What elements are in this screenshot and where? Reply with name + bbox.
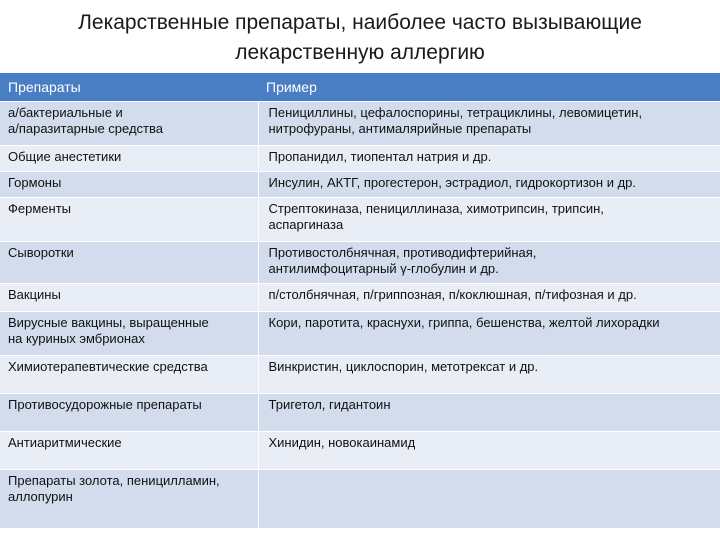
table-row (0, 198, 720, 242)
table-row (0, 356, 720, 394)
example-line: Противостолбнячная, противодифтерийная, (268, 245, 537, 260)
table-row (0, 172, 720, 198)
table-row (0, 312, 720, 356)
example-cell (258, 242, 720, 284)
drug-cell (0, 312, 258, 356)
drug-cell (0, 394, 258, 432)
drug-line: Химиотерапевтические средства (8, 359, 208, 374)
drug-line: на куриных эмбрионах (8, 331, 145, 346)
example-cell (258, 146, 720, 172)
example-line: Хинидин, новокаинамид (268, 435, 416, 450)
drug-line: Вакцины (8, 287, 61, 302)
table-row (0, 432, 720, 470)
table-row (0, 394, 720, 432)
example-cell (258, 470, 720, 528)
drug-cell (0, 432, 258, 470)
table-row (0, 284, 720, 312)
example-cell (258, 102, 720, 146)
drug-cell (0, 470, 258, 528)
example-cell (258, 312, 720, 356)
drug-cell (0, 172, 258, 198)
example-cell (258, 356, 720, 394)
page-title (0, 8, 720, 68)
table-row (0, 242, 720, 284)
drug-line: Вирусные вакцины, выращенные (8, 315, 209, 330)
example-line: антилимфоцитарный γ-глобулин и др. (268, 261, 499, 276)
title-line-1: Лекарственные препараты, наиболее часто вызывающие (78, 11, 642, 34)
drug-line: а/бактериальные и (8, 105, 123, 120)
drug-line: Противосудорожные препараты (8, 397, 202, 412)
table-row (0, 470, 720, 528)
drug-line: Ферменты (8, 201, 71, 216)
drug-line: Антиаритмические (8, 435, 122, 450)
example-line: Винкристин, циклоспорин, метотрексат и др. (268, 359, 539, 374)
example-line: нитрофураны, антималярийные препараты (268, 121, 532, 136)
example-line: Инсулин, АКТГ, прогестерон, эстрадиол, гидрокортизон и др. (268, 175, 636, 190)
example-line: Стрептокиназа, пенициллиназа, химотрипсин, трипсин, (268, 201, 604, 216)
table-row (0, 146, 720, 172)
example-cell (258, 394, 720, 432)
example-line: аспаргиназа (268, 217, 344, 232)
header-example: Пример (258, 73, 720, 102)
drug-line: аллопурин (8, 489, 73, 504)
drug-line: а/паразитарные средства (8, 121, 163, 136)
drug-cell (0, 356, 258, 394)
example-line: п/столбнячная, п/гриппозная, п/коклюшная, п/тифозная и др. (268, 287, 637, 302)
example-cell (258, 432, 720, 470)
drug-cell (0, 102, 258, 146)
example-line: Кори, паротита, краснухи, гриппа, бешенства, желтой лихорадки (268, 315, 660, 330)
example-cell (258, 284, 720, 312)
drug-allergy-table (0, 73, 720, 528)
example-line: Пенициллины, цефалоспорины, тетрациклины, левомицетин, (268, 105, 643, 120)
drug-line: Общие анестетики (8, 149, 122, 164)
example-cell (258, 172, 720, 198)
header-drugs: Препараты (0, 73, 258, 102)
drug-cell (0, 146, 258, 172)
drug-cell (0, 284, 258, 312)
example-line: Пропанидил, тиопентал натрия и др. (268, 149, 492, 164)
title-line-2: лекарственную аллергию (235, 41, 485, 64)
example-line: Тригетол, гидантоин (268, 397, 391, 412)
drug-line: Гормоны (8, 175, 62, 190)
drug-cell (0, 242, 258, 284)
table-row (0, 102, 720, 146)
example-cell (258, 198, 720, 242)
drug-line: Сыворотки (8, 245, 74, 260)
drug-cell (0, 198, 258, 242)
table-header-row (0, 73, 720, 102)
drug-line: Препараты золота, пеницилламин, (8, 473, 220, 488)
